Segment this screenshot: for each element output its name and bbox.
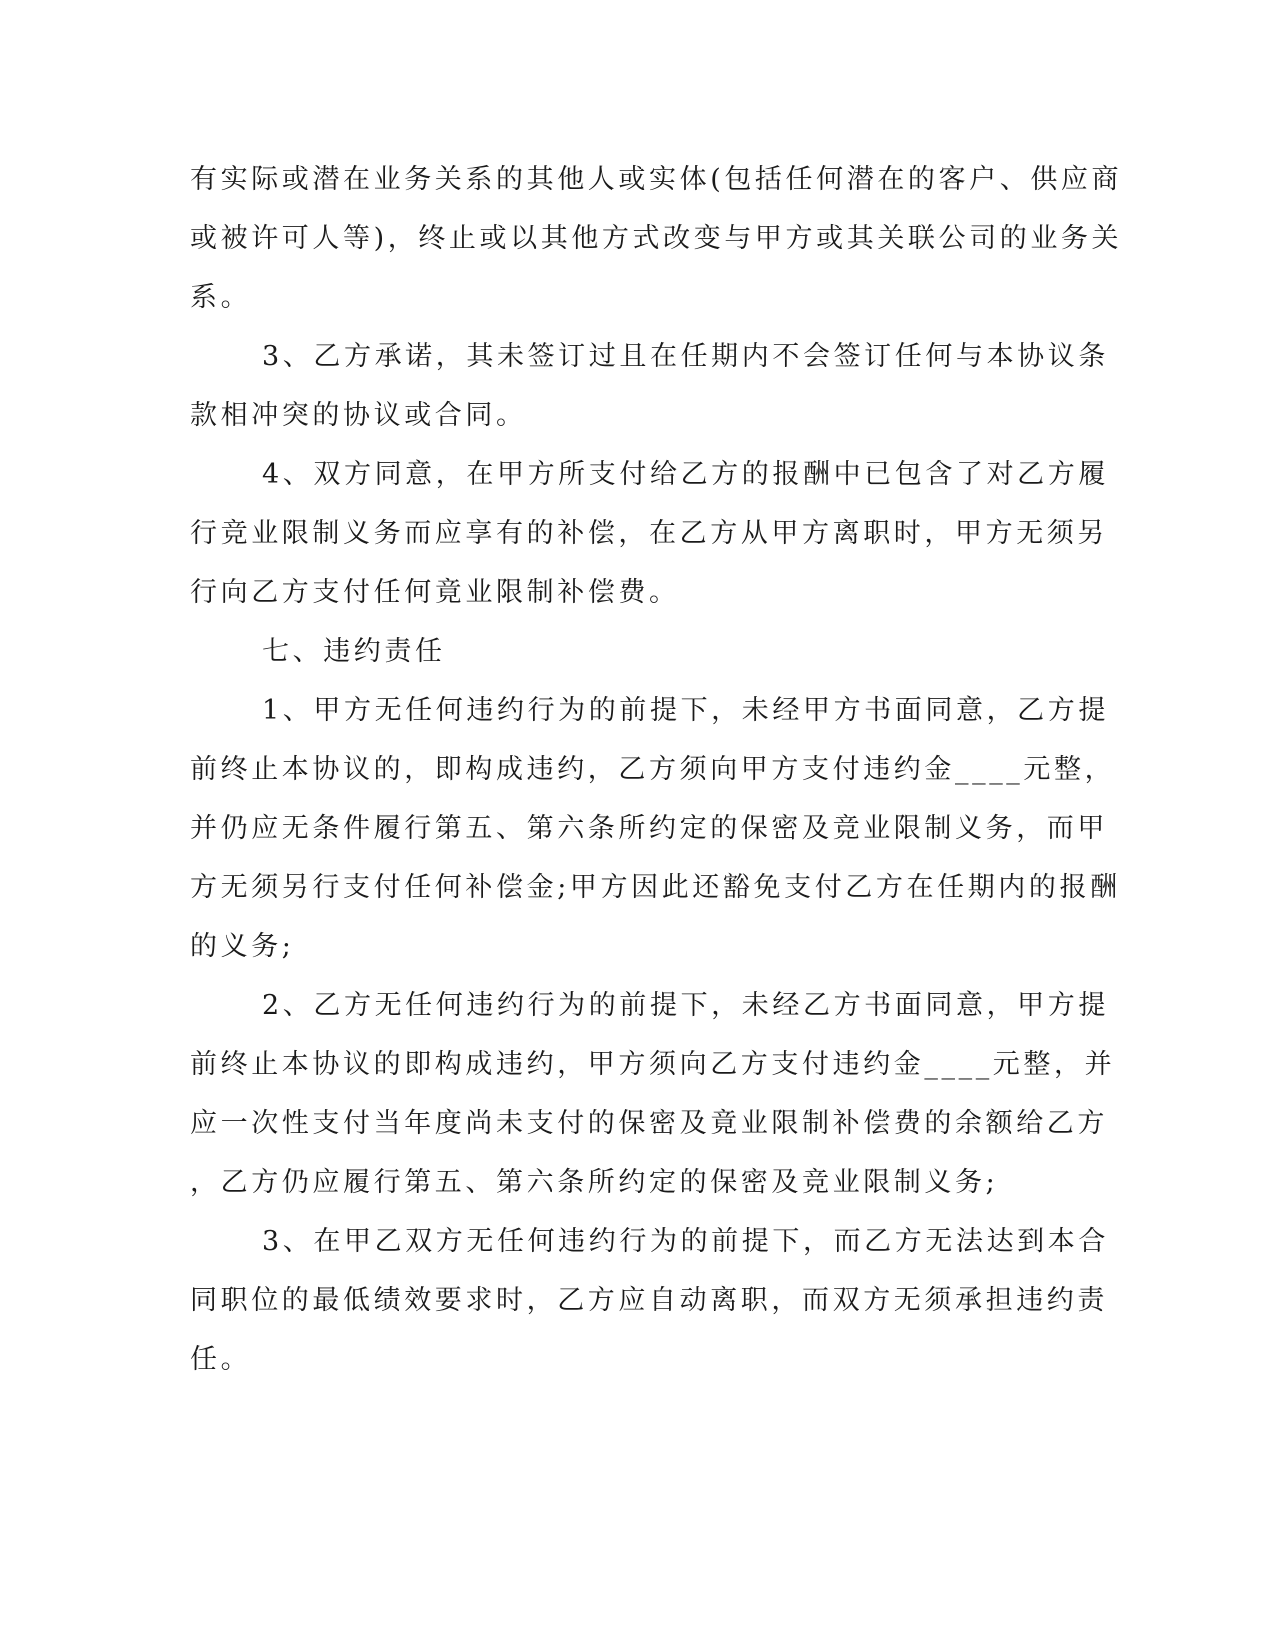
text-line: ，乙方仍应履行第五、第六条所约定的保密及竞业限制义务;	[190, 1167, 999, 1198]
text-line: 3、乙方承诺，其未签订过且在任期内不会签订任何与本协议条	[262, 341, 1109, 372]
section-heading: 七、违约责任	[262, 636, 446, 667]
text-line: 款相冲突的协议或合同。	[190, 400, 527, 431]
text-line: 4、双方同意，在甲方所支付给乙方的报酬中已包含了对乙方履	[262, 459, 1109, 490]
text-line: 同职位的最低绩效要求时，乙方应自动离职，而双方无须承担违约责	[190, 1285, 1108, 1316]
text-line: 3、在甲乙双方无任何违约行为的前提下，而乙方无法达到本合	[262, 1226, 1109, 1257]
text-line: 并仍应无条件履行第五、第六条所约定的保密及竞业限制义务，而甲	[190, 813, 1108, 844]
text-line: 应一次性支付当年度尚未支付的保密及竟业限制补偿费的余额给乙方	[190, 1108, 1108, 1139]
text-line: 的义务;	[190, 931, 295, 962]
text-line: 系。	[190, 282, 252, 313]
text-line: 或被许可人等)，终止或以其他方式改变与甲方或其关联公司的业务关	[190, 223, 1123, 254]
text-line: 行向乙方支付任何竟业限制补偿费。	[190, 577, 680, 608]
text-line: 前终止本协议的，即构成违约，乙方须向甲方支付违约金____元整，	[190, 754, 1116, 785]
text-line: 有实际或潜在业务关系的其他人或实体(包括任何潜在的客户、供应商	[190, 164, 1123, 195]
text-line: 任。	[190, 1344, 252, 1375]
text-line: 方无须另行支付任何补偿金;甲方因此还豁免支付乙方在任期内的报酬	[190, 872, 1121, 903]
text-line: 2、乙方无任何违约行为的前提下，未经乙方书面同意，甲方提	[262, 990, 1109, 1021]
text-line: 行竞业限制义务而应享有的补偿，在乙方从甲方离职时，甲方无须另	[190, 518, 1108, 549]
text-line: 1、甲方无任何违约行为的前提下，未经甲方书面同意，乙方提	[262, 695, 1109, 726]
text-line: 前终止本协议的即构成违约，甲方须向乙方支付违约金____元整，并	[190, 1049, 1116, 1080]
